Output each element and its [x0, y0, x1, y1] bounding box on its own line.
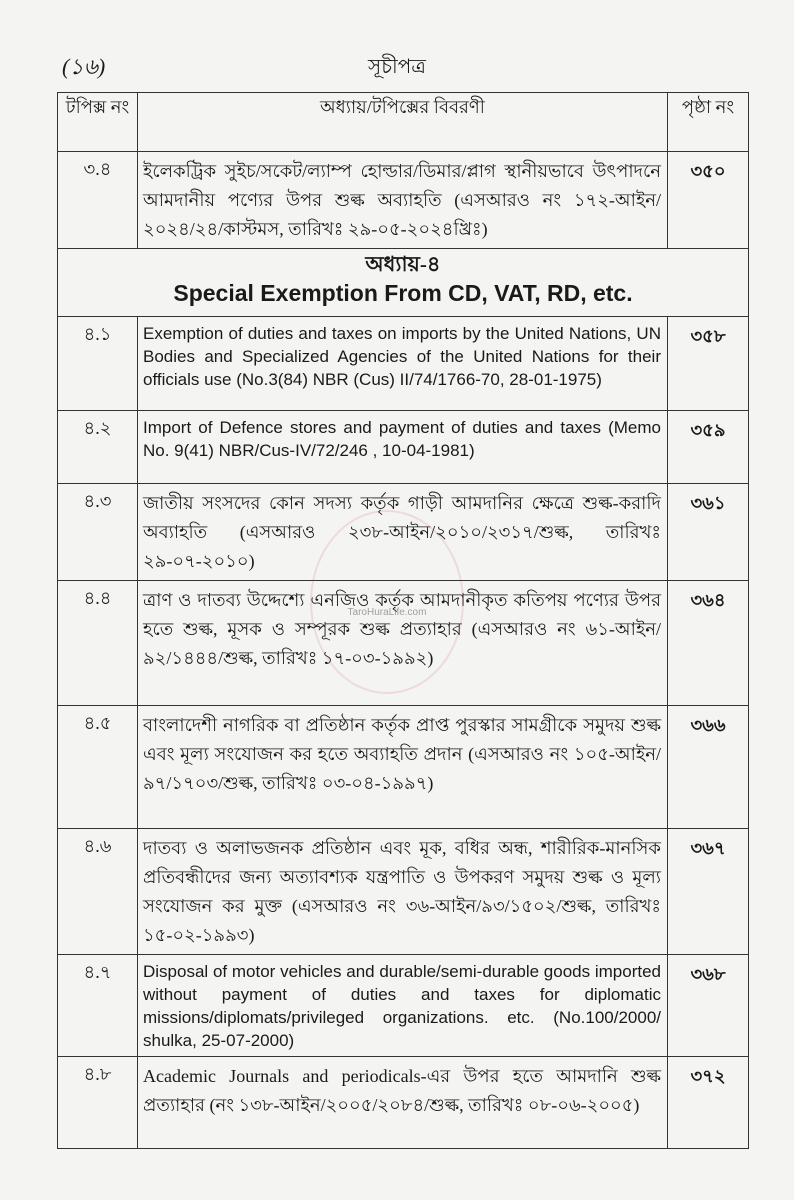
chapter-subtitle: Special Exemption From CD, VAT, RD, etc.: [173, 280, 633, 306]
page-number: (১৬): [62, 54, 106, 79]
topic-description: Disposal of motor vehicles and durable/semi-durable goods imported without payment of duties and taxes for diplomatic missions/diplomats/privileged organizations. etc. (No.100/2000/ shulka, 25-07-2000): [138, 955, 668, 1057]
topic-number: ৪.৬: [58, 829, 138, 955]
header-page-no: পৃষ্ঠা নং: [668, 93, 749, 152]
table-row: [58, 1057, 749, 1149]
topic-description: বাংলাদেশী নাগরিক বা প্রতিষ্ঠান কর্তৃক প্রাপ্ত পুরস্কার সামগ্রীকে সমুদয় শুল্ক এবং মূল্য সংযোজন কর হতে অব্যাহতি প্রদান (এসআরও নং ১০৫-আইন/৯৭/১৭০৩/শুল্ক, তারিখঃ ০৩-০৪-১৯৯৭): [138, 706, 668, 829]
header-description: অধ্যায়/টপিক্সের বিবরণী: [138, 93, 668, 152]
page-ref: ৩৬৬: [668, 706, 749, 829]
table-header-row: [58, 93, 749, 152]
topic-number: ৪.৪: [58, 581, 138, 706]
chapter-row: [58, 249, 749, 317]
table-row: [58, 706, 749, 829]
topic-number: ৪.৭: [58, 955, 138, 1057]
header-topic-no: টপিক্স নং: [58, 93, 138, 152]
table-row: [58, 152, 749, 249]
table-row: [58, 581, 749, 706]
table-row: [58, 829, 749, 955]
topic-number: ৪.৫: [58, 706, 138, 829]
topic-number: ৩.৪: [58, 152, 138, 249]
page-title: সূচীপত্র: [368, 56, 426, 78]
table-row: [58, 484, 749, 581]
topic-number: ৪.২: [58, 411, 138, 484]
page-ref: ৩৬৮: [668, 955, 749, 1057]
page-ref: ৩৬৪: [668, 581, 749, 706]
topic-description: Exemption of duties and taxes on imports by the United Nations, UN Bodies and Specialized Agencies of the United Nations for their officials use (No.3(84) NBR (Cus) II/74/1766-70, 28-01-1975): [138, 317, 668, 411]
table-row: [58, 955, 749, 1057]
topic-description: Academic Journals and periodicals-এর উপর হতে আমদানি শুল্ক প্রত্যাহার (নং ১৩৮-আইন/২০০৫/২০৮৪/শুল্ক, তারিখঃ ০৮-০৬-২০০৫): [138, 1057, 668, 1149]
table-row: [58, 317, 749, 411]
topic-number: ৪.৮: [58, 1057, 138, 1149]
contents-table: [57, 92, 749, 1149]
topic-description: Import of Defence stores and payment of duties and taxes (Memo No. 9(41) NBR/Cus-IV/72/246 , 10-04-1981): [138, 411, 668, 484]
page-ref: ৩৬৭: [668, 829, 749, 955]
topic-description: ত্রাণ ও দাতব্য উদ্দেশ্যে এনজিও কর্তৃক আমদানীকৃত কতিপয় পণ্যের উপর হতে শুল্ক, মূসক ও সম্পূরক শুল্ক প্রত্যাহার (এসআরও নং ৬১-আইন/৯২/১৪৪৪/শুল্ক, তারিখঃ ১৭-০৩-১৯৯২): [138, 581, 668, 706]
topic-description: দাতব্য ও অলাভজনক প্রতিষ্ঠান এবং মূক, বধির অন্ধ, শারীরিক-মানসিক প্রতিবন্ধীদের জন্য অত্যাবশ্যক যন্ত্রপাতি ও উপকরণ সমুদয় শুল্ক ও মূল্য সংযোজন কর মুক্ত (এসআরও নং ৩৬-আইন/৯৩/১৫০২/শুল্ক, তারিখঃ ১৫-০২-১৯৯৩): [138, 829, 668, 955]
page-ref: ৩৭২: [668, 1057, 749, 1149]
watermark-text: TaroHuraLife.com: [347, 607, 427, 618]
page-ref: ৩৫৮: [668, 317, 749, 411]
topic-number: ৪.৩: [58, 484, 138, 581]
page-ref: ৩৫০: [668, 152, 749, 249]
chapter-title: অধ্যায়-৪: [365, 252, 441, 276]
page-ref: ৩৬১: [668, 484, 749, 581]
table-row: [58, 411, 749, 484]
topic-number: ৪.১: [58, 317, 138, 411]
topic-description: ইলেকট্রিক সুইচ/সকেট/ল্যাম্প হোল্ডার/ডিমার/প্লাগ স্থানীয়ভাবে উৎপাদনে আমদানীয় পণ্যের উপর শুল্ক অব্যাহতি (এসআরও নং ১৭২-আইন/২০২৪/২৪/কাস্টমস, তারিখঃ ২৯-০৫-২০২৪খ্রিঃ): [138, 152, 668, 249]
topic-description: জাতীয় সংসদের কোন সদস্য কর্তৃক গাড়ী আমদানির ক্ষেত্রে শুল্ক-করাদি অব্যাহতি (এসআরও ২৩৮-আইন/২০১০/২৩১৭/শুল্ক, তারিখঃ ২৯-০৭-২০১০): [138, 484, 668, 581]
page-ref: ৩৫৯: [668, 411, 749, 484]
